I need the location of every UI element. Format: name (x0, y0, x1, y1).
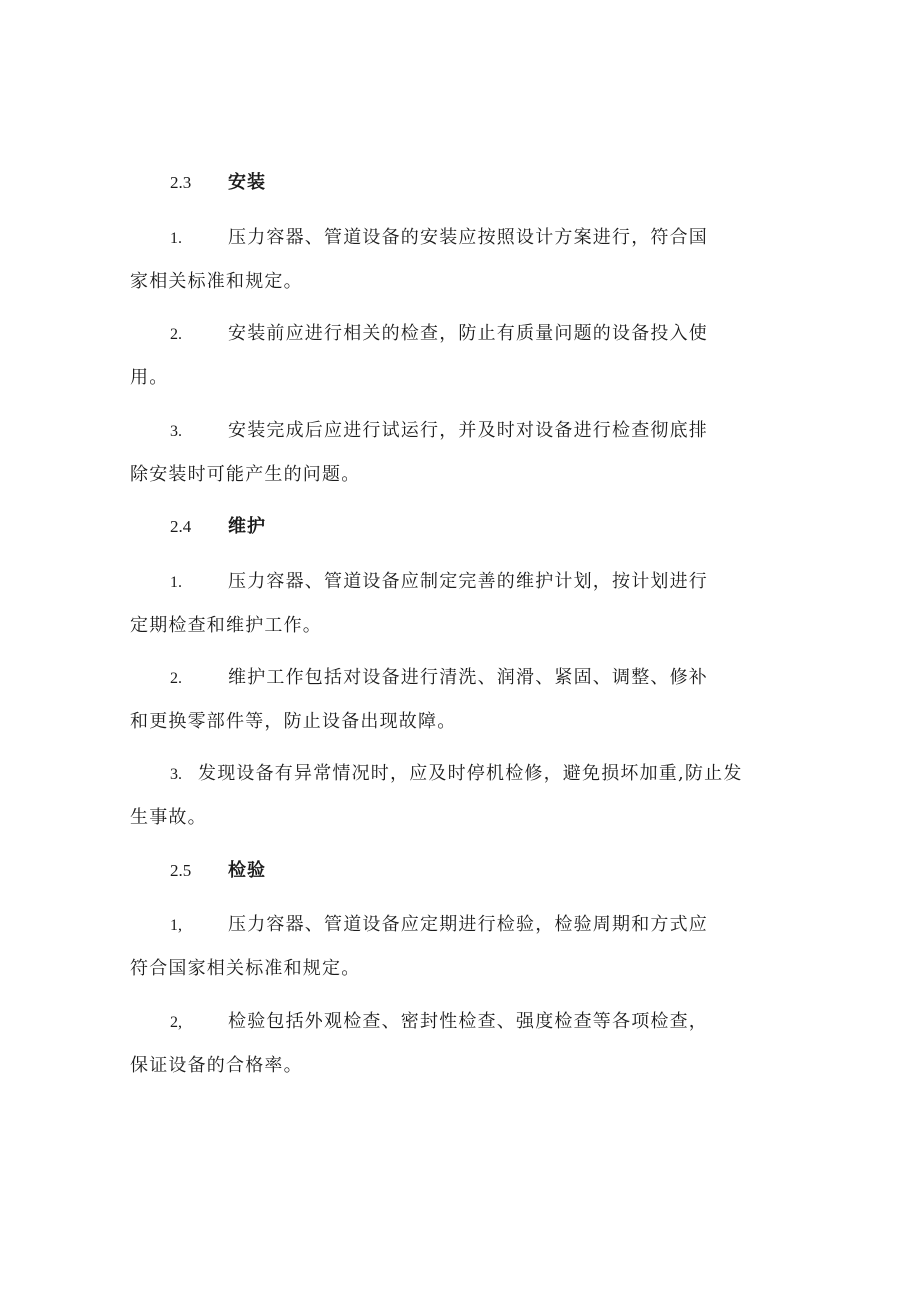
item-text-line1: 压力容器、管道设备应定期进行检验，检验周期和方式应 (228, 914, 708, 935)
list-item (130, 913, 790, 981)
item-text-line2: 符合国家相关标准和规定。 (130, 958, 361, 979)
list-item (130, 226, 790, 294)
item-text-line1: 维护工作包括对设备进行清洗、润滑、紧固、调整、修补 (228, 667, 708, 688)
item-text-line2: 家相关标准和规定。 (130, 271, 303, 292)
section-number: 2.5 (170, 861, 192, 880)
list-item (130, 762, 790, 830)
section-heading-2-5 (170, 859, 266, 883)
item-marker: 2, (170, 1014, 182, 1031)
section-heading-2-3 (170, 171, 266, 195)
section-heading-2-4 (170, 515, 266, 539)
item-marker: 2. (170, 326, 182, 343)
list-item (130, 419, 790, 487)
item-text-line2: 除安装时可能产生的问题。 (130, 464, 361, 485)
item-marker: 3. (170, 423, 182, 440)
item-text-line2: 和更换零部件等，防止设备出现故障。 (130, 711, 457, 732)
item-text-line2: 用。 (130, 367, 169, 388)
section-title: 维护 (228, 516, 266, 537)
list-item (130, 570, 790, 638)
section-title: 检验 (228, 860, 266, 881)
item-text-line1: 安装完成后应进行试运行，并及时对设备进行检查彻底排 (228, 420, 708, 441)
item-text-line2: 保证设备的合格率。 (130, 1055, 303, 1076)
item-text-line1: 安装前应进行相关的检查，防止有质量问题的设备投入使 (228, 323, 708, 344)
item-text-line2: 定期检查和维护工作。 (130, 615, 322, 636)
item-text-line2: 生事故。 (130, 807, 207, 828)
item-marker: 1, (170, 917, 182, 934)
list-item (130, 322, 790, 390)
item-marker: 1. (170, 574, 182, 591)
list-item (130, 1010, 790, 1078)
item-marker: 3. (170, 766, 182, 783)
item-text-line1: 压力容器、管道设备应制定完善的维护计划，按计划进行 (228, 571, 708, 592)
item-text-line1: 压力容器、管道设备的安装应按照设计方案进行，符合国 (228, 227, 708, 248)
item-marker: 1. (170, 230, 182, 247)
list-item (130, 666, 790, 734)
section-number: 2.4 (170, 517, 192, 536)
item-text-line1: 检验包括外观检查、密封性检查、强度检查等各项检查， (228, 1011, 708, 1032)
section-number: 2.3 (170, 173, 192, 192)
item-marker: 2. (170, 670, 182, 687)
item-text-line1: 发现设备有异常情况时，应及时停机检修，避免损坏加重,防止发 (198, 763, 743, 784)
section-title: 安装 (228, 172, 266, 193)
